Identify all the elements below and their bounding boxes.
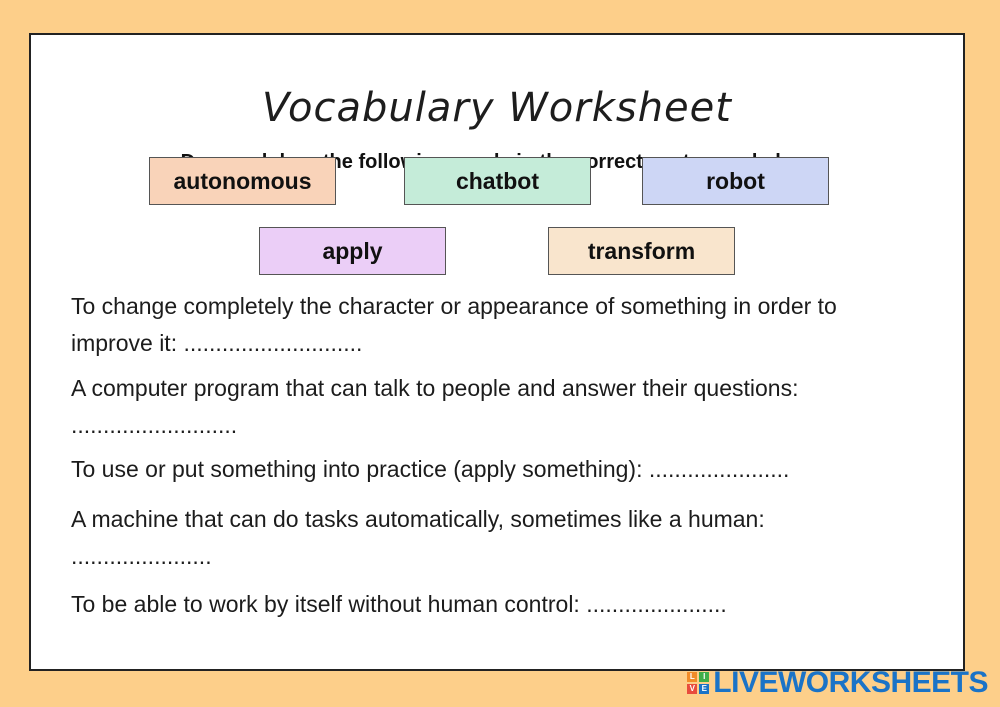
word-tile-chatbot[interactable] [404,157,591,205]
logo-tile: E [699,684,709,694]
drop-blank[interactable]: ...................... [648,456,790,482]
drop-blank[interactable]: ...................... [586,591,727,617]
word-tile-transform[interactable] [548,227,735,275]
sentence-2 [71,370,911,444]
drop-blank[interactable]: ...................... [71,543,212,569]
drop-blank[interactable]: ............................ [183,330,363,356]
logo-tile: I [699,672,709,682]
drop-blank[interactable]: .......................... [71,412,238,438]
sentence-text: A computer program that can talk to people and answer their questions: [71,375,799,401]
sentence-text: To use or put something into practice (apply something): [71,456,649,482]
logo-tile: L [687,672,697,682]
word-tile-apply[interactable] [259,227,446,275]
worksheet-card [29,33,965,671]
word-label: autonomous [173,167,312,194]
instructions-text: the following correct [322,151,643,173]
sentence-4 [71,501,911,575]
word-label: apply [322,237,383,264]
word-label: transform [587,237,696,264]
logo-tile: V [687,684,697,694]
worksheet-title: Vocabulary Worksheet [262,85,732,131]
sentence-text: To change completely the character or appearance of something in order to improve it: [71,293,837,356]
logo-text: LIVEWORKSHEETS [713,666,988,699]
word-label: robot [706,167,765,194]
sentence-5 [71,586,911,623]
word-tile-autonomous[interactable] [149,157,336,205]
liveworksheets-logo[interactable] [687,664,988,702]
word-tile-robot[interactable] [642,157,829,205]
sentence-1 [71,288,911,362]
sentence-text: A machine that can do tasks automatically, sometimes like a human: [71,506,765,532]
sentence-text: To be able to work by itself without human control: [71,591,587,617]
logo-tiles-icon [687,672,709,694]
word-label: chatbot [455,167,540,194]
sentence-3 [71,451,911,488]
